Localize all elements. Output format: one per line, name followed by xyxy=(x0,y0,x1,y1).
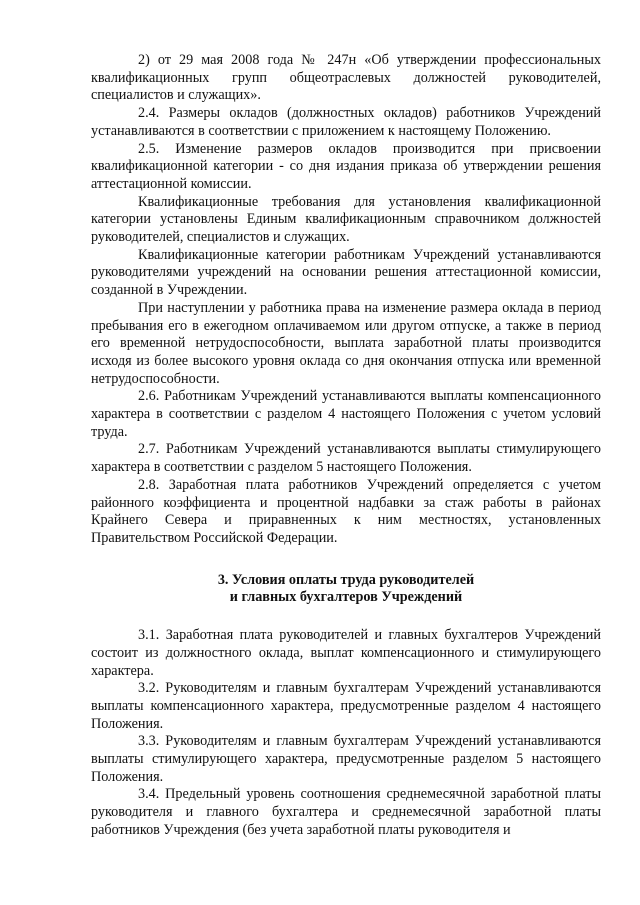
paragraph-qualification-requirements: Квалификационные требования для установления квалификационной категории установлены Единым квалификационным справочником должностей руководителей, специалистов и служащих. xyxy=(91,193,601,246)
section-heading-line1: 3. Условия оплаты труда руководителей xyxy=(217,571,475,588)
section-heading-line2: и главных бухгалтеров Учреждений xyxy=(229,589,463,606)
document-page xyxy=(91,52,601,840)
paragraph-qualification-categories: Квалификационные категории работникам Учреждений устанавливаются руководителями учреждений на основании решения аттестационной комиссии, созданной в Учреждении. xyxy=(91,246,601,299)
paragraph-salary-change-on-leave: При наступлении у работника права на изменение размера оклада в период пребывания его в ежегодном оплачиваемом или другом отпуске, а также в период его временной нетрудоспособности, выплата заработной платы производится исходя из более высокого уровня оклада со дня окончания отпуска или временной нетрудоспособности. xyxy=(91,299,601,387)
paragraph-2-7: 2.7. Работникам Учреждений устанавливаются выплаты стимулирующего характера в соответствии с разделом 5 настоящего Положения. xyxy=(91,441,601,476)
paragraph-3-1: 3.1. Заработная плата руководителей и главных бухгалтеров Учреждений состоит из должностного оклада, выплат компенсационного и стимулирующего характера. xyxy=(91,627,601,679)
paragraph-2-5: 2.5. Изменение размеров окладов производится при присвоении квалификационной категории - со дня издания приказа об утверждении решения аттестационной комиссии. xyxy=(91,140,601,192)
paragraph-3-3: 3.3. Руководителям и главным бухгалтерам Учреждений устанавливаются выплаты стимулирующего характера, предусмотренные разделом 5 настоящего Положения. xyxy=(91,733,601,785)
paragraph-3-2: 3.2. Руководителям и главным бухгалтерам Учреждений устанавливаются выплаты компенсационного характера, предусмотренные разделом 4 настоящего Положения. xyxy=(91,680,601,732)
paragraph-2-8: 2.8. Заработная плата работников Учреждений определяется с учетом районного коэффициента и процентной надбавки за стаж работы в районах Крайнего Севера и приравненных к ним местностях, установленных Правительством Российской Федерации. xyxy=(91,476,601,546)
paragraph-order-247n: 2) от 29 мая 2008 года № 247н «Об утверждении профессиональных квалификационных групп общеотраслевых должностей руководителей, специалистов и служащих». xyxy=(91,52,601,104)
paragraph-2-4: 2.4. Размеры окладов (должностных окладов) работников Учреждений устанавливаются в соответствии с приложением к настоящему Положению. xyxy=(91,105,601,139)
section-heading xyxy=(91,572,601,607)
paragraph-3-4: 3.4. Предельный уровень соотношения среднемесячной заработной платы руководителя и главного бухгалтера и среднемесячной заработной платы работников Учреждения (без учета заработной платы руководителя и xyxy=(91,786,601,838)
paragraph-2-6: 2.6. Работникам Учреждений устанавливаются выплаты компенсационного характера в соответствии с разделом 4 настоящего Положения с учетом условий труда. xyxy=(91,388,601,440)
